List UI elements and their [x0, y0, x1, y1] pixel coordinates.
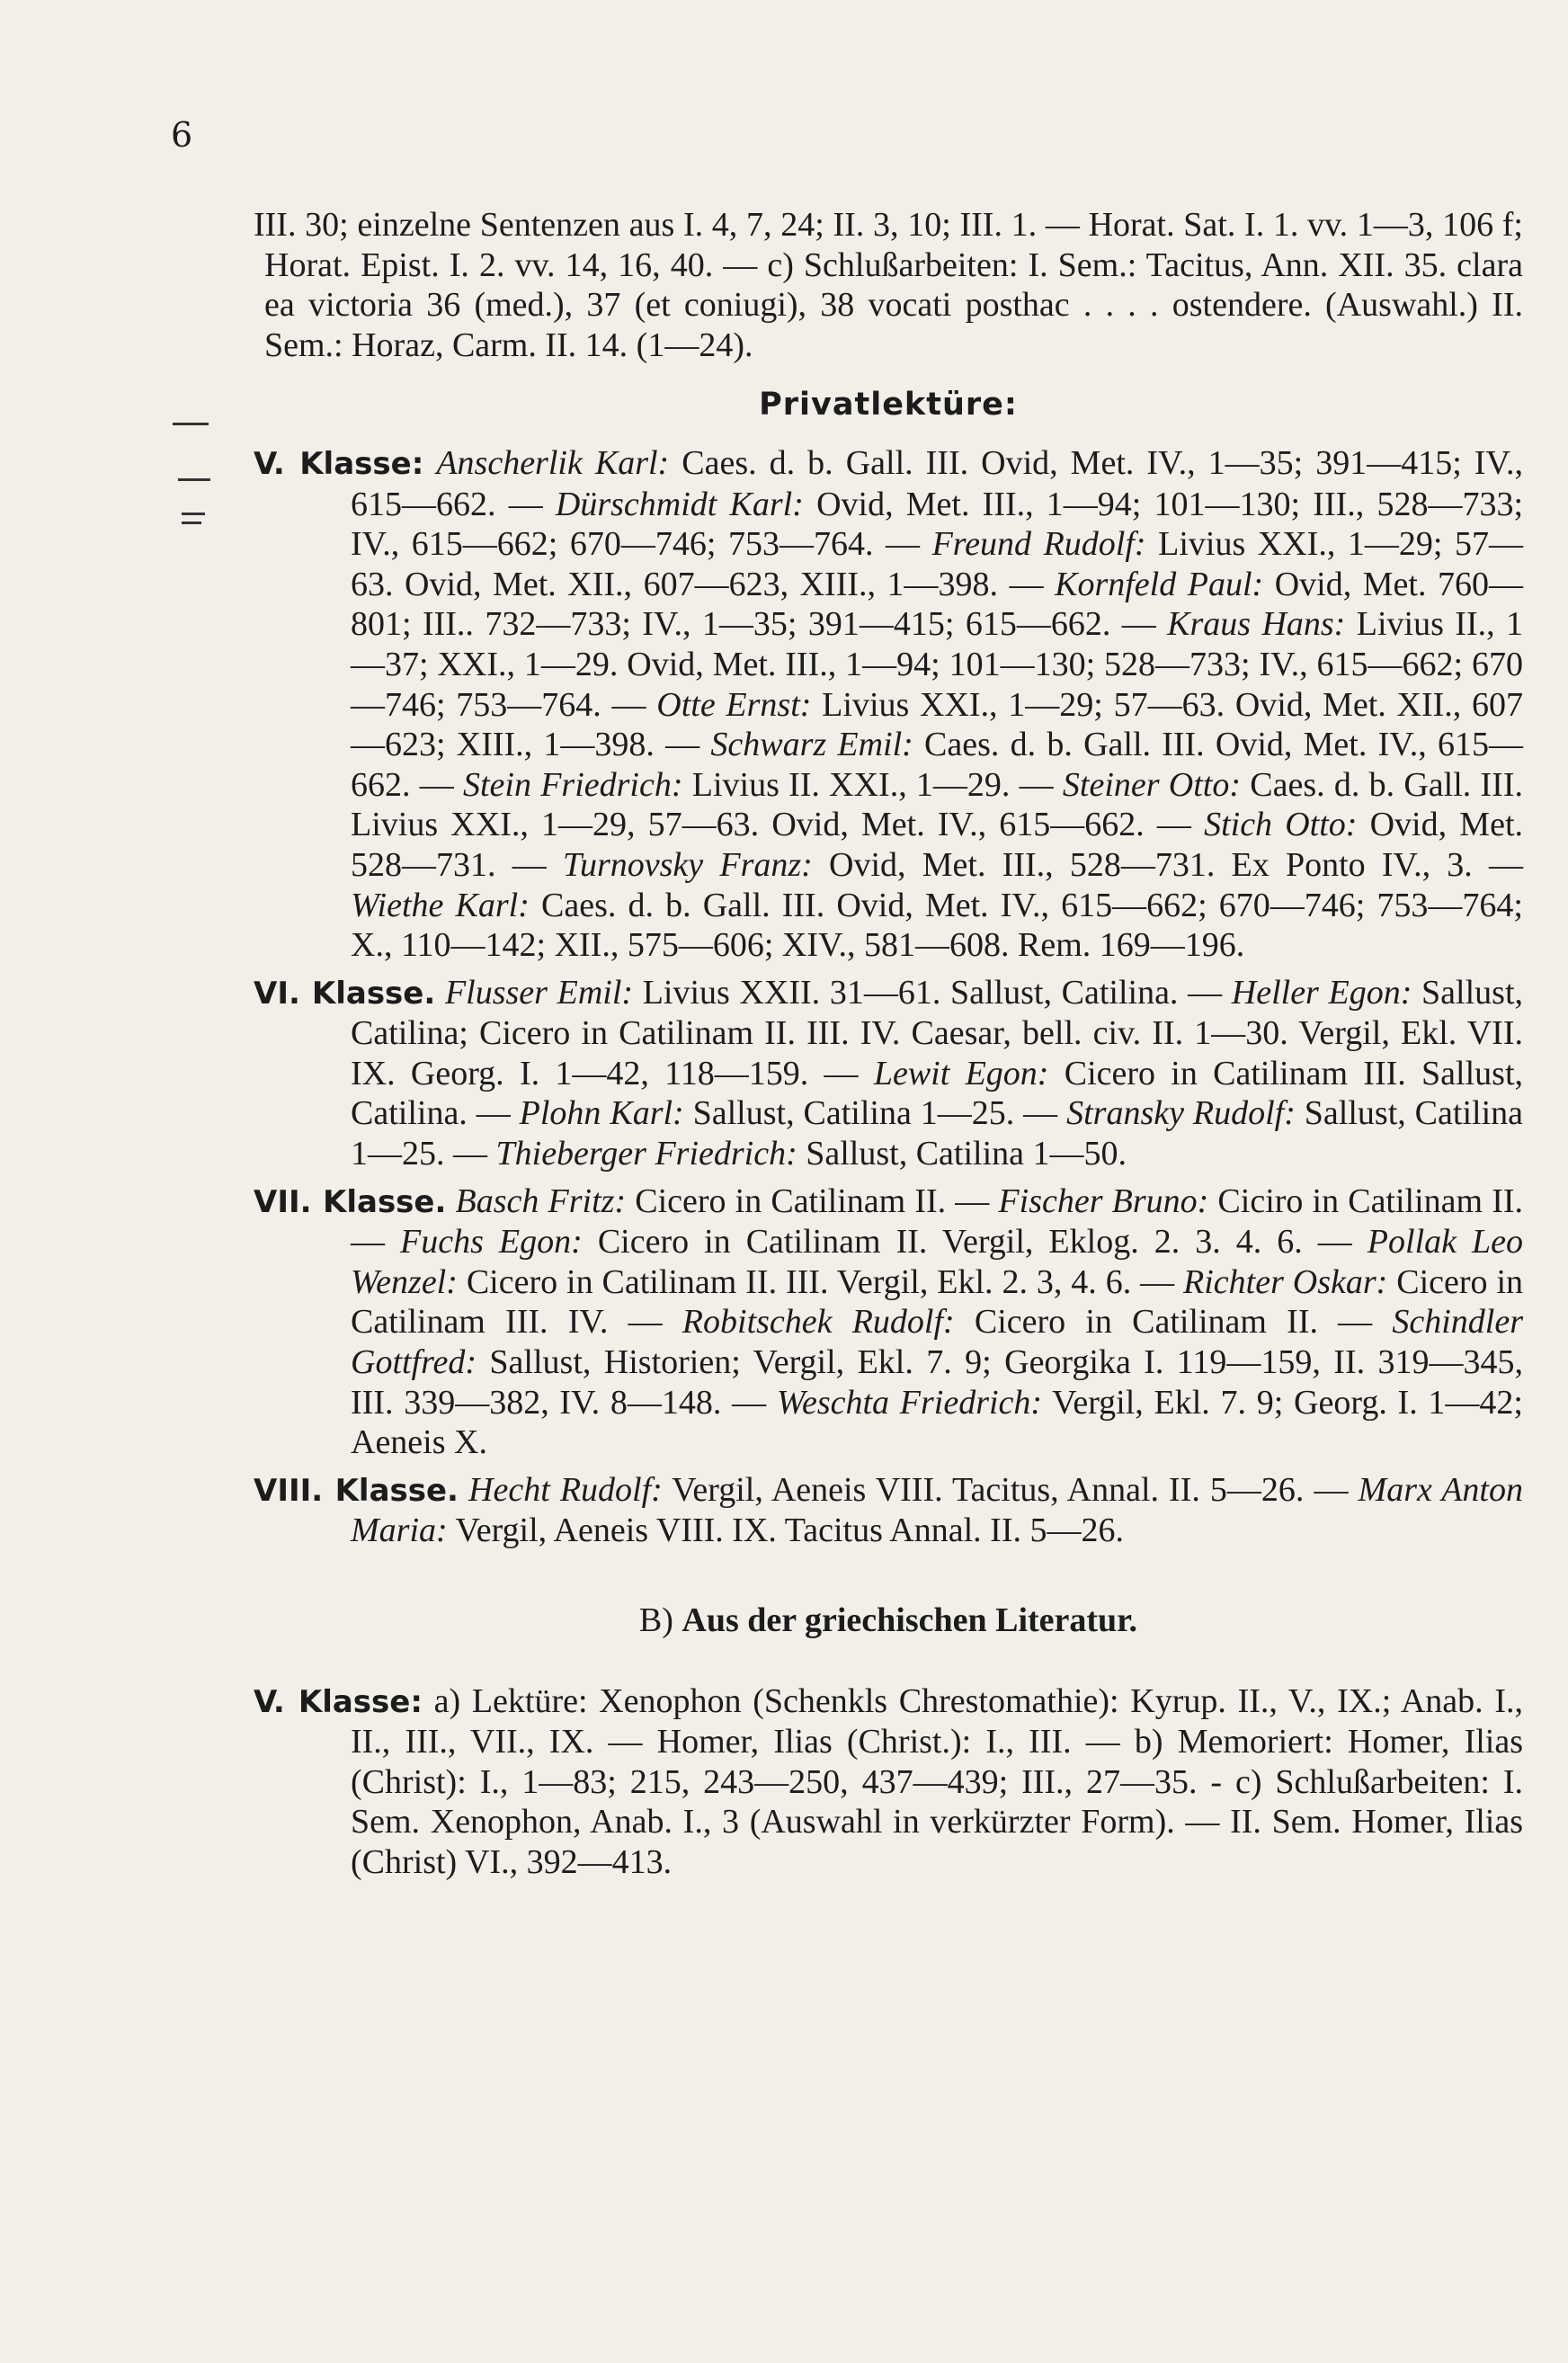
reading-text: [435, 974, 445, 1012]
class-label: V. Klasse:: [254, 445, 424, 482]
class-v-latin: [254, 443, 1523, 966]
student-name: Otte Ernst:: [656, 685, 812, 724]
student-name: Dürschmidt Karl:: [555, 485, 804, 523]
reading-text: Sallust, Catilina; Cicero in Catilinam II. III. IV. Caesar, bell. civ. II. 1—30. Vergil, Ekl. VII. IX. Georg. I. 1—42, 118—159. —: [351, 973, 1523, 1092]
reading-text: [459, 1471, 468, 1509]
reading-text: Sallust, Catilina 1—50.: [797, 1135, 1127, 1173]
class-entries: [351, 1182, 1523, 1462]
greek-section-heading: [254, 1601, 1523, 1641]
intro-paragraph: III. 30; einzelne Sentenzen aus I. 4, 7, 24; II. 3, 10; III. 1. — Horat. Sat. I. 1. vv. 1—3, 106 f; Horat. Epist. I. 2. vv. 14, 16, 40. — c) Schlußarbeiten: I. Sem.: Tacitus, Ann. XII. 35. clara ea victoria 36 (med.), 37 (et coniugi), 38 vocati posthac . . . . ostendere. (Auswahl.) II. Sem.: Horaz, Carm. II. 14. (1—24).: [254, 206, 1523, 364]
student-name: Fuchs Egon:: [400, 1223, 583, 1262]
student-name: Kornfeld Paul:: [1055, 565, 1264, 603]
class-entries: [351, 444, 1523, 964]
student-name: Robitschek Rudolf:: [682, 1303, 955, 1342]
class-label: VIII. Klasse.: [254, 1472, 459, 1509]
student-name: Wiethe Karl:: [351, 886, 530, 924]
student-name: Stransky Rudolf:: [1066, 1094, 1296, 1133]
reading-text: Cicero in Catilinam II. Vergil, Eklog. 2. 3. 4. 6. —: [582, 1223, 1368, 1262]
reading-text: Caes. d. b. Gall. III. Ovid, Met. IV., 1—35; 391—415; IV., 615—662. —: [351, 443, 1524, 523]
reading-text: Caes. d. b. Gall. III. Ovid, Met. IV., 615—662. —: [351, 726, 1523, 804]
student-name: Heller Egon:: [1231, 973, 1412, 1012]
student-name: Plohn Karl:: [519, 1094, 684, 1133]
reading-text: Livius XXI., 1—29; 57—63. Ovid, Met. XII., 607—623, XIII., 1—398. —: [351, 525, 1523, 603]
student-name: Flusser Emil:: [444, 973, 634, 1012]
class-label: VI. Klasse.: [254, 975, 436, 1012]
student-name: Hecht Rudolf:: [468, 1470, 663, 1509]
reading-text: Livius XXI., 1—29; 57—63. Ovid, Met. XII., 607—623; XIII., 1—398. —: [351, 685, 1523, 764]
student-name: Marx Anton Maria:: [351, 1470, 1523, 1550]
student-name: Lewit Egon:: [873, 1054, 1049, 1092]
student-name: Schwarz Emil:: [710, 726, 913, 764]
student-name: Schindler Gottfred:: [351, 1303, 1523, 1382]
student-name: Stein Friedrich:: [462, 765, 683, 804]
reading-text: Sallust, Catilina 1—25. —: [351, 1094, 1523, 1173]
class-vi-latin: [254, 973, 1523, 1174]
reading-text: Vergil, Aeneis VIII. Tacitus, Annal. II. 5—26. —: [662, 1470, 1359, 1509]
class-label: VII. Klasse.: [254, 1183, 447, 1220]
class-entries: a) Lektüre: Xenophon (Schenkls Chrestomathie): Kyrup. II., V., IX.; Anab. I., II., III., VII., IX. — Homer, Ilias (Christ.): I., III. — b) Memoriert: Homer, Ilias (Christ): I., 1—83; 215, 243—250, 437—439; III., 27—35. - c) Schlußarbeiten: I. Sem. Xenophon, Anab. I., 3 (Auswahl in verkürzter Form). — II. Sem. Homer, Ilias (Christ) VI., 392—413.: [351, 1681, 1523, 1881]
reading-text: Livius II., 1—37; XXI., 1—29. Ovid, Met. III., 1—94; 101—130; 528—733; IV., 615—662; 670—746; 753—764. —: [351, 605, 1523, 724]
page-number: 6: [171, 115, 193, 155]
reading-text: [423, 444, 436, 482]
student-name: Weschta Friedrich:: [776, 1383, 1043, 1422]
reading-text: Cicero in Catilinam II. —: [626, 1182, 999, 1220]
class-vii-latin: [254, 1182, 1523, 1463]
student-name: Steiner Otto:: [1062, 765, 1242, 804]
reading-text: Cicero in Catilinam III. Sallust, Catilina. —: [351, 1054, 1524, 1133]
reading-text: Livius XXII. 31—61. Sallust, Catilina. —: [633, 973, 1232, 1012]
student-name: Anscherlik Karl:: [436, 443, 670, 482]
reading-text: Livius II. XXI., 1—29. —: [682, 765, 1063, 804]
reading-text: Caes. d. b. Gall. III. Ovid, Met. IV., 615—662; 670—746; 753—764; X., 110—142; XII., 575—606; XIV., 581—608. Rem. 169—196.: [351, 886, 1523, 965]
reading-text: Cicero in Catilinam II. —: [954, 1303, 1393, 1342]
student-name: Thieberger Friedrich:: [495, 1135, 797, 1173]
class-entries: [351, 974, 1523, 1173]
class-entries: [351, 1471, 1523, 1550]
reading-text: [446, 1182, 455, 1220]
student-name: Turnovsky Franz:: [562, 845, 813, 884]
reading-text: Ovid, Met. III., 528—731. Ex Ponto IV., 3. —: [812, 845, 1524, 884]
reading-text: Cicero in Catilinam II. III. Vergil, Ekl. 2. 3, 4. 6. —: [457, 1262, 1184, 1301]
reading-text: Ovid, Met. III., 1—94; 101—130; III., 528—733; IV., 615—662; 670—746; 753—764. —: [351, 485, 1524, 564]
reading-text: Ciciro in Catilinam II. —: [351, 1182, 1524, 1262]
reading-text: Vergil, Ekl. 7. 9; Georg. I. 1—42; Aeneis X.: [351, 1383, 1523, 1462]
class-label: V. Klasse:: [254, 1683, 423, 1720]
student-name: Freund Rudolf:: [931, 525, 1146, 564]
class-v-greek: [254, 1681, 1523, 1883]
student-name: Kraus Hans:: [1167, 605, 1346, 644]
reading-text: Caes. d. b. Gall. III. Livius XXI., 1—29, 57—63. Ovid, Met. IV., 615—662. —: [351, 765, 1523, 844]
class-viii-latin: [254, 1470, 1523, 1551]
student-name: Basch Fritz:: [455, 1182, 627, 1220]
greek-section-prefix: B): [638, 1601, 673, 1639]
margin-marks: [169, 423, 212, 557]
reading-text: Ovid, Met. 760—801; III.. 732—733; IV., 1—35; 391—415; 615—662. —: [351, 565, 1523, 644]
student-name: Richter Oskar:: [1183, 1262, 1388, 1301]
student-name: Pollak Leo Wenzel:: [351, 1223, 1524, 1301]
reading-text: Cicero in Catilinam III. IV. —: [351, 1262, 1523, 1342]
document-body: [254, 205, 1523, 1883]
reading-text: Ovid, Met. 528—731. —: [351, 806, 1523, 884]
reading-text: Sallust, Historien; Vergil, Ekl. 7. 9; Georgika I. 119—159, II. 319—345, III. 339—382, IV. 8—148. —: [351, 1343, 1523, 1422]
student-name: Stich Otto:: [1204, 806, 1358, 844]
privatlektuere-heading: Privatlektüre:: [759, 387, 1018, 424]
reading-text: Sallust, Catilina 1—25. —: [683, 1094, 1067, 1133]
reading-text: Vergil, Aeneis VIII. IX. Tacitus Annal. II. 5—26.: [447, 1511, 1124, 1550]
student-name: Fischer Bruno:: [998, 1182, 1209, 1220]
greek-section-title: Aus der griechischen Literatur.: [682, 1601, 1138, 1639]
